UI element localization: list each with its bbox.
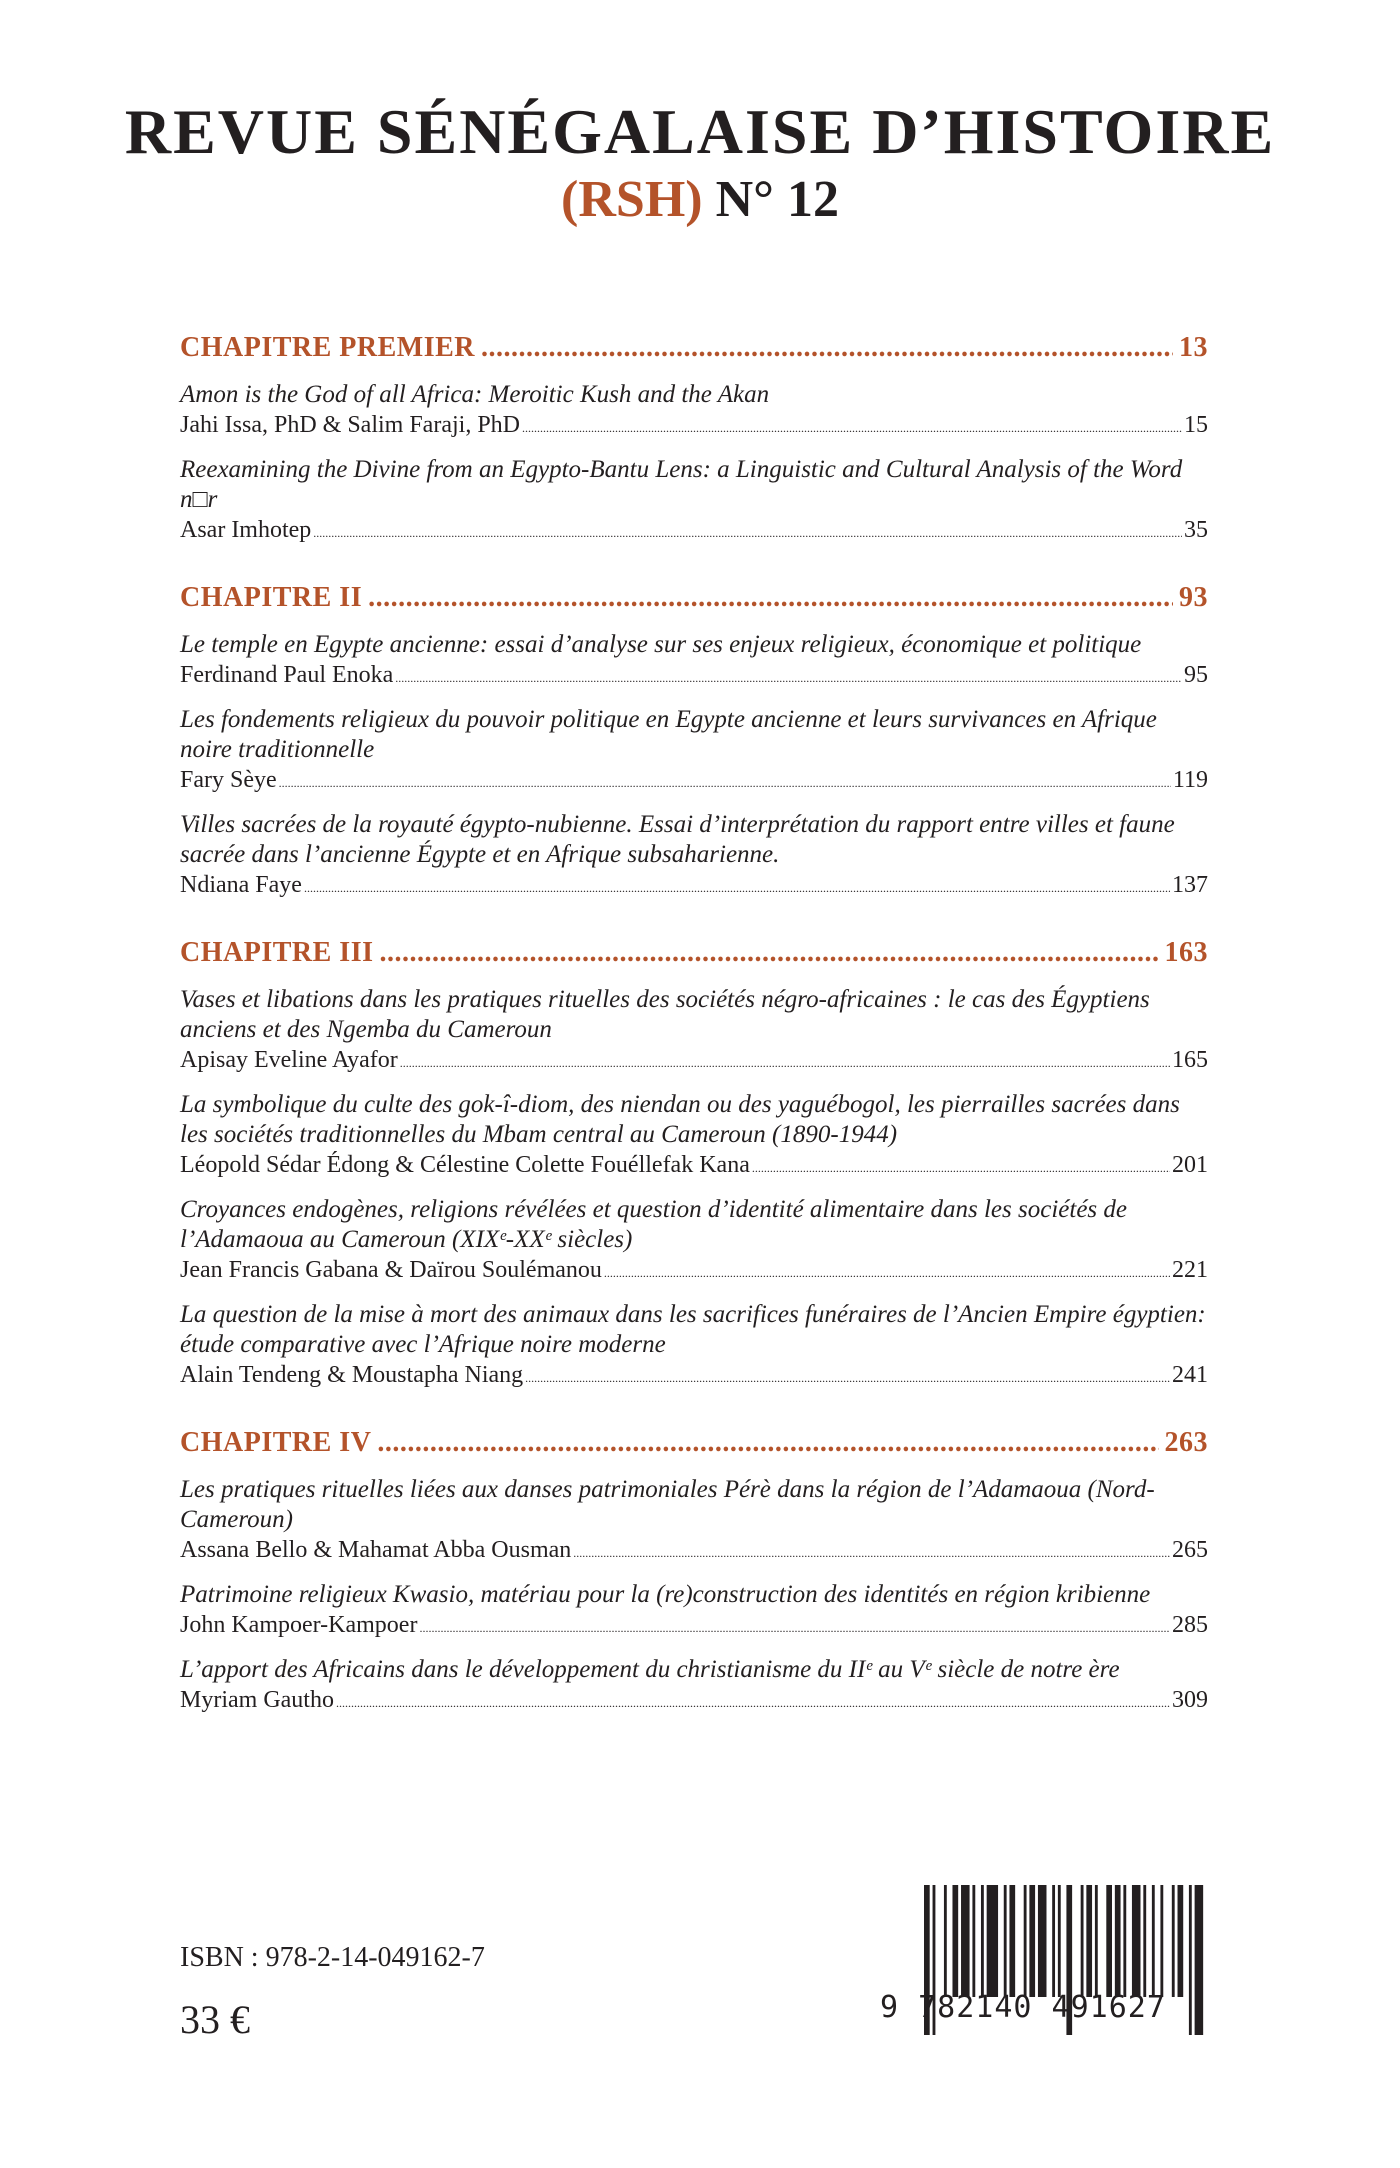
chapter-section	[180, 933, 1208, 1393]
barcode-bar	[1132, 1885, 1141, 1997]
issue-line	[0, 168, 1400, 232]
article-author: Myriam Gautho	[180, 1687, 334, 1713]
author-line	[180, 410, 1208, 443]
chapter-label: CHAPITRE II	[180, 582, 363, 613]
leader-dots	[368, 578, 1173, 618]
article-page: 95	[1184, 662, 1208, 688]
chapter-section	[180, 1423, 1208, 1718]
barcode-bar	[1095, 1885, 1098, 1997]
chapter-page: 263	[1164, 1427, 1208, 1458]
leader-dots	[400, 1048, 1170, 1078]
article-page: 241	[1172, 1362, 1208, 1388]
leader-dots	[395, 663, 1182, 693]
author-line	[180, 1255, 1208, 1288]
barcode-bar	[1152, 1885, 1155, 1997]
author-line	[180, 1685, 1208, 1718]
article-author: Asar Imhotep	[180, 517, 312, 543]
article-title: Croyances endogènes, religions révélées et question d’identité alimentaire dans les sociétés de l’Adamaoua au Cameroun (XIXᵉ-XXᵉ siècles)	[180, 1196, 1127, 1253]
article-title: La symbolique du culte des gok-î-diom, des niendan ou des yaguébogol, les pierrailles sacrées dans les sociétés traditionnelles du Mbam central au Cameroun (1890-1944)	[180, 1091, 1180, 1148]
leader-dots	[379, 933, 1158, 973]
leader-dots	[304, 873, 1170, 903]
leader-dots	[419, 1613, 1170, 1643]
author-line	[180, 515, 1208, 548]
toc-entry	[180, 1475, 1208, 1568]
article-author: Assana Bello & Mahamat Abba Ousman	[180, 1537, 572, 1563]
toc-entry	[180, 1090, 1208, 1183]
toc-entry	[180, 630, 1208, 693]
article-author: Ndiana Faye	[180, 872, 302, 898]
chapter-page: 93	[1179, 582, 1208, 613]
toc-entry	[180, 810, 1208, 903]
barcode-digits: 9 782140 491627	[880, 1990, 1166, 2025]
barcode-bar	[1123, 1885, 1126, 1997]
article-page: 137	[1172, 872, 1208, 898]
barcode-bar	[1172, 1885, 1175, 1997]
article-title: Reexamining the Divine from an Egypto-Bantu Lens: a Linguistic and Cultural Analysis of the Word n□r	[180, 456, 1183, 513]
author-line	[180, 870, 1208, 903]
chapter-heading	[180, 1423, 1208, 1463]
barcode-bar	[987, 1885, 998, 1997]
article-page: 285	[1172, 1612, 1208, 1638]
toc-entry	[180, 1300, 1208, 1393]
article-title: Les fondements religieux du pouvoir politique en Egypte ancienne et leurs survivances en Afrique noire traditionnelle	[180, 706, 1157, 763]
author-line	[180, 1360, 1208, 1393]
author-line	[180, 1610, 1208, 1643]
chapter-label: CHAPITRE III	[180, 937, 374, 968]
chapter-label: CHAPITRE PREMIER	[180, 332, 476, 363]
price: 33 €	[180, 1997, 250, 2042]
chapter-heading	[180, 328, 1208, 368]
leader-dots	[336, 1688, 1170, 1718]
barcode-bar	[952, 1885, 958, 1997]
author-line	[180, 1535, 1208, 1568]
toc-entry	[180, 1655, 1208, 1718]
article-page: 201	[1172, 1152, 1208, 1178]
article-author: Alain Tendeng & Moustapha Niang	[180, 1362, 524, 1388]
leader-dots	[573, 1538, 1170, 1568]
barcode-bar	[1143, 1885, 1146, 1997]
article-title: Amon is the God of all Africa: Meroitic Kush and the Akan	[180, 381, 770, 408]
article-title: La question de la mise à mort des animaux dans les sacrifices funéraires de l’Ancien Empire égyptien: étude comparative avec l’Afrique noire moderne	[180, 1301, 1206, 1358]
toc-entry	[180, 380, 1208, 443]
leader-dots	[279, 768, 1171, 798]
issue-number: N° 12	[715, 171, 839, 228]
barcode-bar	[1052, 1885, 1055, 1997]
leader-dots	[525, 1363, 1170, 1393]
article-page: 15	[1184, 412, 1208, 438]
barcode-bar	[1106, 1885, 1112, 1997]
barcode-bar	[1038, 1885, 1047, 1997]
toc-entry	[180, 705, 1208, 798]
title-block	[0, 96, 1400, 232]
article-author: Jahi Issa, PhD & Salim Faraji, PhD	[180, 412, 520, 438]
author-line	[180, 1150, 1208, 1183]
barcode-bar	[981, 1885, 984, 1997]
barcode-bar	[1160, 1885, 1163, 1997]
leader-dots	[604, 1258, 1170, 1288]
journal-title: REVUE SÉNÉGALAISE D’HISTOIRE	[124, 96, 1276, 167]
article-title: Villes sacrées de la royauté égypto-nubienne. Essai d’interprétation du rapport entre villes et faune sacrée dans l’ancienne Égypte et en Afrique subsaharienne.	[180, 811, 1175, 868]
article-author: Fary Sèye	[180, 767, 277, 793]
article-author: Léopold Sédar Édong & Célestine Colette Fouéllefak Kana	[180, 1152, 750, 1178]
toc-entry	[180, 985, 1208, 1078]
journal-abbreviation: (RSH)	[561, 171, 703, 228]
barcode-bar	[1004, 1885, 1007, 1997]
toc-entry	[180, 1580, 1208, 1643]
article-title: L’apport des Africains dans le développement du christianisme du IIᵉ au Vᵉ siècle de notre ère	[180, 1656, 1120, 1683]
article-author: John Kampoer-Kampoer	[180, 1612, 418, 1638]
article-title: Patrimoine religieux Kwasio, matériau pour la (re)construction des identités en région kribienne	[180, 1581, 1151, 1608]
article-title: Les pratiques rituelles liées aux danses patrimoniales Pérè dans la région de l’Adamaoua (Nord-Cameroun)	[180, 1476, 1155, 1533]
toc-entry	[180, 1195, 1208, 1288]
chapter-label: CHAPITRE IV	[180, 1427, 372, 1458]
barcode-bar	[1058, 1885, 1061, 1997]
leader-dots	[481, 328, 1173, 368]
leader-dots	[313, 518, 1182, 548]
article-page: 221	[1172, 1257, 1208, 1283]
chapter-section	[180, 578, 1208, 903]
author-line	[180, 1045, 1208, 1078]
table-of-contents	[180, 328, 1208, 1748]
article-page: 165	[1172, 1047, 1208, 1073]
barcode-bar	[1029, 1885, 1035, 1997]
chapter-page: 13	[1179, 332, 1208, 363]
article-page: 265	[1172, 1537, 1208, 1563]
article-page: 35	[1184, 517, 1208, 543]
chapter-page: 163	[1164, 937, 1208, 968]
footer	[180, 1940, 485, 2046]
barcode-bar	[972, 1885, 975, 1997]
article-author: Apisay Eveline Ayafor	[180, 1047, 398, 1073]
barcode-bar	[1009, 1885, 1015, 1997]
barcode-bar	[1178, 1885, 1184, 1997]
chapter-heading	[180, 933, 1208, 973]
author-line	[180, 765, 1208, 798]
barcode-bar	[1024, 1885, 1027, 1997]
barcode-bar	[1081, 1885, 1084, 1997]
leader-dots	[752, 1153, 1170, 1183]
chapter-section	[180, 328, 1208, 548]
chapter-heading	[180, 578, 1208, 618]
isbn: ISBN : 978-2-14-049162-7	[180, 1942, 485, 1973]
barcode-bar	[1086, 1885, 1092, 1997]
barcode-bar	[944, 1885, 947, 1997]
leader-dots	[377, 1423, 1158, 1463]
article-author: Ferdinand Paul Enoka	[180, 662, 394, 688]
article-author: Jean Francis Gabana & Daïrou Soulémanou	[180, 1257, 602, 1283]
article-page: 309	[1172, 1687, 1208, 1713]
toc-entry	[180, 455, 1208, 548]
article-page: 119	[1172, 767, 1208, 793]
leader-dots	[522, 413, 1182, 443]
barcode-bar	[1115, 1885, 1121, 1997]
article-title: Le temple en Egypte ancienne: essai d’analyse sur ses enjeux religieux, économique et politique	[180, 631, 1142, 658]
author-line	[180, 660, 1208, 693]
barcode-bar	[961, 1885, 970, 1997]
article-title: Vases et libations dans les pratiques rituelles des sociétés négro-africaines : le cas des Égyptiens anciens et des Ngemba du Cameroun	[180, 986, 1150, 1043]
